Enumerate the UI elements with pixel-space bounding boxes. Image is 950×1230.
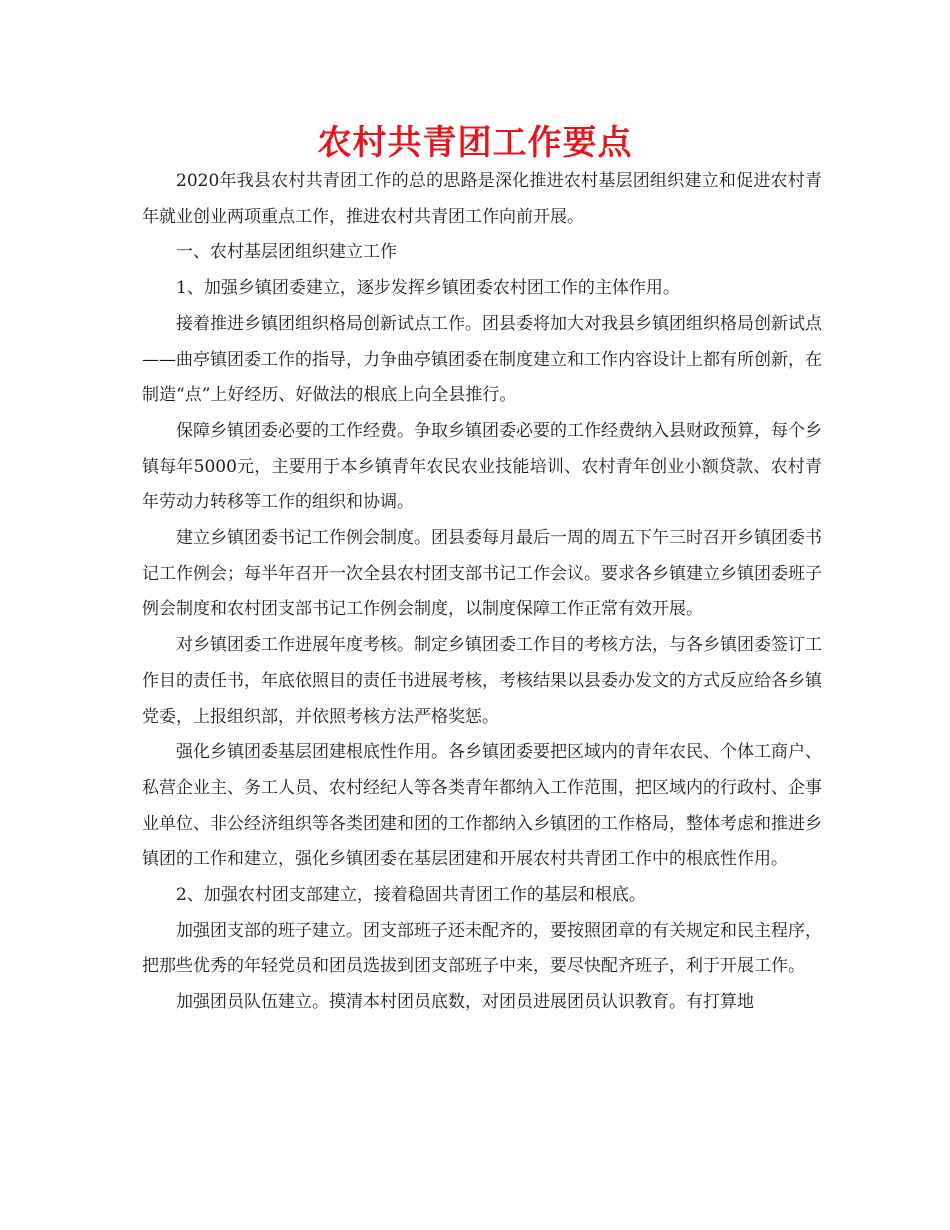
paragraph-assessment: 对乡镇团委工作进展年度考核。制定乡镇团委工作目的考核方法，与各乡镇团委签订工作目的责任书，年底依照目的责任书进展考核，考核结果以县委办发文的方式反应给各乡镇党委，上报组织部，并依照考核方法严格奖惩。 [142, 635, 822, 727]
paragraph-foundation: 强化乡镇团委基层团建根底性作用。各乡镇团委要把区域内的青年农民、个体工商户、私营企业主、务工人员、农村经纪人等各类青年都纳入工作范围，把区域内的行政村、企事业单位、非公经济组织等各类团建和团的工作都纳入乡镇团的工作格局，整体考虑和推进乡镇团的工作和建立，强化乡镇团委在基层团建和开展农村共青团工作中的根底性作用。 [142, 742, 822, 870]
section-heading-1: 一、农村基层团组织建立工作 [176, 242, 397, 263]
paragraph-meetings: 建立乡镇团委书记工作例会制度。团县委每月最后一周的周五下午三时召开乡镇团委书记工作例会；每半年召开一次全县农村团支部书记工作会议。要求各乡镇建立乡镇团委班子例会制度和农村团支部书记工作例会制度，以制度保障工作正常有效开展。 [142, 528, 822, 620]
document-body [142, 164, 822, 1021]
document-title: 农村共青团工作要点 [317, 123, 633, 163]
paragraph-members: 加强团员队伍建立。摸清本村团员底数，对团员进展团员认识教育。有打算地 [176, 992, 754, 1013]
paragraph-intro: 2020年我县农村共青团工作的总的思路是深化推进农村基层团组织建立和促进农村青年就业创业两项重点工作，推进农村共青团工作向前开展。 [142, 171, 822, 227]
paragraph-pilot: 接着推进乡镇团组织格局创新试点工作。团县委将加大对我县乡镇团组织格局创新试点——曲亭镇团委工作的指导，力争曲亭镇团委在制度建立和工作内容设计上都有所创新，在制造“点”上好经历、好做法的根底上向全县推行。 [142, 313, 822, 406]
subsection-heading-1: 1、加强乡镇团委建立，逐步发挥乡镇团委农村团工作的主体作用。 [176, 278, 680, 299]
paragraph-funding: 保障乡镇团委必要的工作经费。争取乡镇团委必要的工作经费纳入县财政预算，每个乡镇每年5000元，主要用于本乡镇青年农民农业技能培训、农村青年创业小额贷款、农村青年劳动力转移等工作的组织和协调。 [142, 420, 822, 513]
paragraph-leadership: 加强团支部的班子建立。团支部班子还未配齐的，要按照团章的有关规定和民主程序，把那些优秀的年轻党员和团员选拔到团支部班子中来，要尽快配齐班子，利于开展工作。 [142, 920, 822, 977]
subsection-heading-2: 2、加强农村团支部建立，接着稳固共青团工作的基层和根底。 [176, 885, 646, 906]
